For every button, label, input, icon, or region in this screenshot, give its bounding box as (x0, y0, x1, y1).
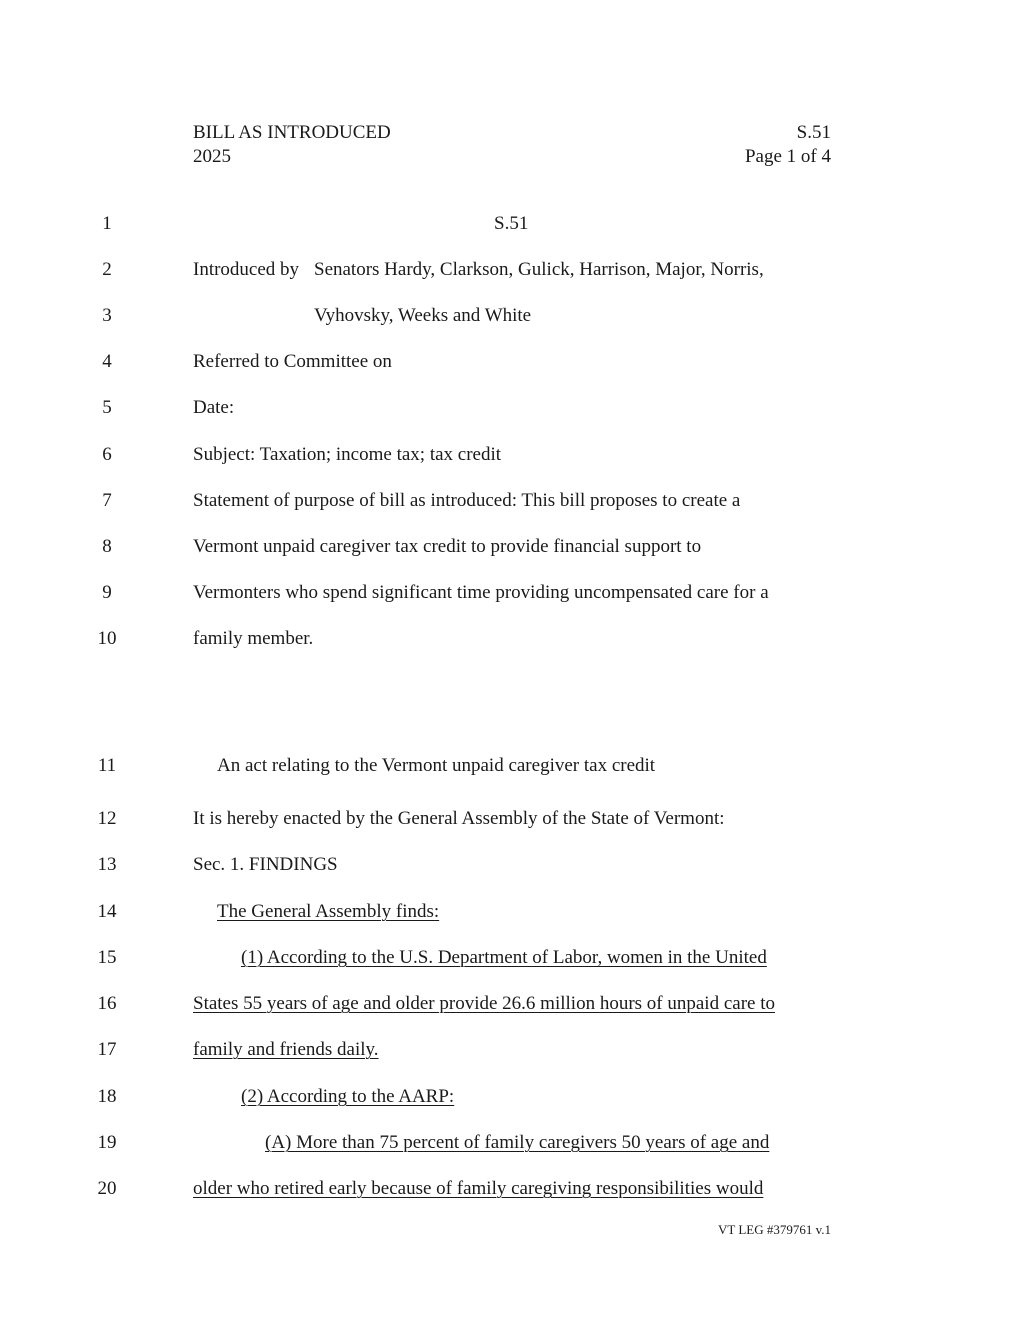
line-number: 18 (97, 1086, 117, 1107)
bill-status: BILL AS INTRODUCED (193, 122, 391, 143)
numbered-line (0, 947, 1024, 977)
date-field: Date: (193, 397, 235, 418)
numbered-line (0, 1178, 1024, 1208)
subject: Subject: Taxation; income tax; tax credit (193, 444, 502, 465)
line-number: 6 (102, 444, 112, 465)
bill-year: 2025 (193, 146, 231, 167)
line-number: 5 (102, 397, 112, 418)
numbered-line (0, 444, 1024, 474)
introduced-by-label: Introduced by (193, 259, 300, 280)
finding-text: (1) According to the U.S. Department of Labor, women in the United (241, 947, 767, 968)
section-heading: Sec. 1. FINDINGS (193, 854, 338, 875)
line-number: 19 (97, 1132, 117, 1153)
line-number: 3 (102, 305, 112, 326)
numbered-line (0, 1039, 1024, 1069)
statement-of-purpose: family member. (193, 628, 314, 649)
numbered-line (0, 351, 1024, 381)
line-number: 10 (97, 628, 117, 649)
numbered-line (0, 213, 1024, 243)
enacting-clause: It is hereby enacted by the General Assembly of the State of Vermont: (193, 808, 725, 829)
statement-of-purpose: Statement of purpose of bill as introduced: This bill proposes to create a (193, 490, 741, 511)
line-number: 4 (102, 351, 112, 372)
bill-number: S.51 (796, 122, 831, 143)
statement-of-purpose: Vermonters who spend significant time providing uncompensated care for a (193, 582, 769, 603)
line-number: 15 (97, 947, 117, 968)
finding-text: (A) More than 75 percent of family caregivers 50 years of age and (265, 1132, 770, 1153)
committee-referral: Referred to Committee on (193, 351, 392, 372)
finding-text: older who retired early because of family caregiving responsibilities would (193, 1178, 764, 1199)
line-number: 17 (97, 1039, 117, 1060)
numbered-line (0, 397, 1024, 427)
line-number: 11 (97, 755, 117, 776)
numbered-line (0, 993, 1024, 1023)
bill-title: S.51 (494, 213, 529, 234)
line-number: 1 (102, 213, 112, 234)
page-indicator: Page 1 of 4 (744, 146, 831, 167)
line-number: 20 (97, 1178, 117, 1199)
numbered-line (0, 305, 1024, 335)
sponsors-continued: Vyhovsky, Weeks and White (314, 305, 532, 326)
numbered-line (0, 536, 1024, 566)
line-number: 16 (97, 993, 117, 1014)
statement-of-purpose: Vermont unpaid caregiver tax credit to provide financial support to (193, 536, 702, 557)
line-number: 12 (97, 808, 117, 829)
line-number: 8 (102, 536, 112, 557)
numbered-line (0, 1086, 1024, 1116)
numbered-line (0, 1132, 1024, 1162)
line-number: 9 (102, 582, 112, 603)
document-id: VT LEG #379761 v.1 (717, 1222, 831, 1237)
sponsors: Senators Hardy, Clarkson, Gulick, Harrison, Major, Norris, (314, 259, 764, 280)
finding-text: (2) According to the AARP: (241, 1086, 455, 1107)
numbered-line (0, 582, 1024, 612)
act-title: An act relating to the Vermont unpaid caregiver tax credit (217, 755, 656, 776)
line-number: 14 (97, 901, 117, 922)
numbered-line (0, 901, 1024, 931)
numbered-line (0, 808, 1024, 838)
line-number: 2 (102, 259, 112, 280)
numbered-line (0, 854, 1024, 884)
numbered-line (0, 755, 1024, 785)
line-number: 13 (97, 854, 117, 875)
finding-text: States 55 years of age and older provide 26.6 million hours of unpaid care to (193, 993, 775, 1014)
numbered-line (0, 490, 1024, 520)
numbered-line (0, 628, 1024, 658)
numbered-line (0, 259, 1024, 289)
findings-intro: The General Assembly finds: (217, 901, 440, 922)
line-number: 7 (102, 490, 112, 511)
finding-text: family and friends daily. (193, 1039, 379, 1060)
